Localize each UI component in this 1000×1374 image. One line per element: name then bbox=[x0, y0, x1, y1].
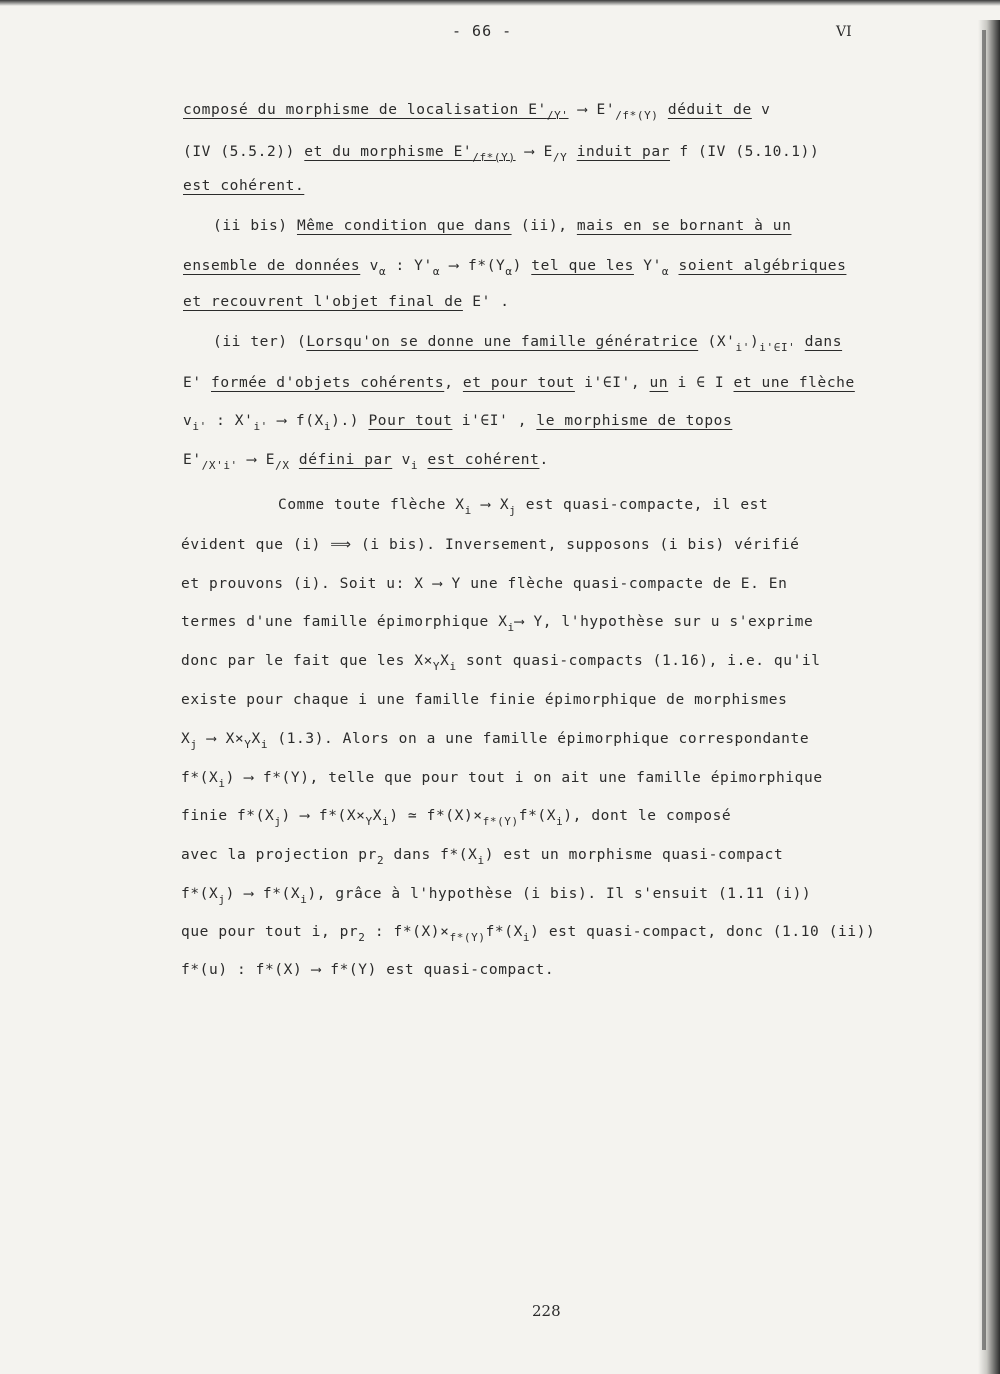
text-line-18: $f*(X_i)$ ⟶ f*(Y), telle que pour tout i on ait une famille épimorphique bbox=[181, 770, 823, 790]
text-line-21: $f*(X_j)$ ⟶ $f*(X_i)$, grâce à l'hypothèse (i bis). Il s'ensuit (1.11 (i)) bbox=[181, 886, 812, 906]
text-line-17: $X_j$ ⟶ $X\times_YX_i$ (1.3). Alors on a une famille épimorphique correspondante bbox=[181, 731, 810, 751]
text-line-6: et recouvrent l'objet final de E' . bbox=[183, 294, 510, 310]
text-line-13: et prouvons (i). Soit u: X ⟶ Y une flèche quasi-compacte de E. En bbox=[181, 576, 788, 592]
text-line-16: existe pour chaque i une famille finie épimorphique de morphismes bbox=[181, 692, 788, 708]
text-line-3: est cohérent. bbox=[183, 178, 305, 194]
text-line-7: (ii ter) (Lorsqu'on se donne une famille génératrice $(X'_{i'})_{i'\in I'}$ dans bbox=[213, 334, 843, 354]
text-line-12: évident que (i) ⟹ (i bis). Inversement, supposons (i bis) vérifié bbox=[181, 537, 800, 553]
text-line-15: donc par le fait que les $X\times_YX_i$ sont quasi-compacts (1.16), i.e. qu'il bbox=[181, 653, 821, 673]
text-line-20: avec la projection $pr_2$ dans $f*(X_i)$ est un morphisme quasi-compact bbox=[181, 847, 784, 867]
text-line-22: que pour tout i, $pr_2$ : $f*(X)\times_{f*(Y)}f*(X_i)$ est quasi-compact, donc (1.10 (ii)) bbox=[181, 924, 876, 944]
text-line-14: termes d'une famille épimorphique $X_i⟶$ Y, l'hypothèse sur u s'exprime bbox=[181, 614, 814, 634]
text-line-19: finie $f*(X_j)$ ⟶ $f*(X\times_YX_i)$ ≃ $f*(X)\times_{f*(Y)}f*(X_i)$, dont le composé bbox=[181, 808, 732, 828]
chapter-label: VI bbox=[836, 24, 852, 40]
page-number-header: - 66 - bbox=[452, 22, 513, 40]
text-line-11: Comme toute flèche $X_i$ ⟶ $X_j$ est quasi-compacte, il est bbox=[278, 497, 769, 517]
page-number-footer: 228 bbox=[532, 1302, 561, 1320]
text-line-9: $v_{i'}$ : $X'_{i'}$ ⟶ $f(X_i)$.) Pour tout i'∈I' , le morphisme de topos bbox=[183, 413, 733, 433]
text-line-1: composé du morphisme de localisation $E'_{/Y'}$ ⟶ $E'_{/f*(Y)}$ déduit de v bbox=[183, 102, 771, 122]
scan-binding-line bbox=[982, 30, 986, 1350]
text-line-23: f*(u) : f*(X) ⟶ f*(Y) est quasi-compact. bbox=[181, 962, 555, 978]
text-line-4: (ii bis) Même condition que dans (ii), mais en se bornant à un bbox=[213, 218, 792, 234]
text-line-8: E' formée d'objets cohérents, et pour tout i'∈I', un i ∈ I et une flèche bbox=[183, 375, 855, 391]
text-line-5: ensemble de données $v_\alpha$ : $Y'_\alpha$ ⟶ $f*(Y_\alpha)$ tel que les $Y'_\alpha$ soient algébriques bbox=[183, 258, 847, 278]
scan-top-edge bbox=[0, 0, 1000, 6]
text-line-10: $E'_{/X'i'}$ ⟶ $E_{/X}$ défini par $v_i$ est cohérent. bbox=[183, 452, 549, 472]
text-line-2: (IV (5.5.2)) et du morphisme $E'_{/f*(Y)}$ ⟶ $E_{/Y}$ induit par f (IV (5.10.1)) bbox=[183, 144, 820, 164]
